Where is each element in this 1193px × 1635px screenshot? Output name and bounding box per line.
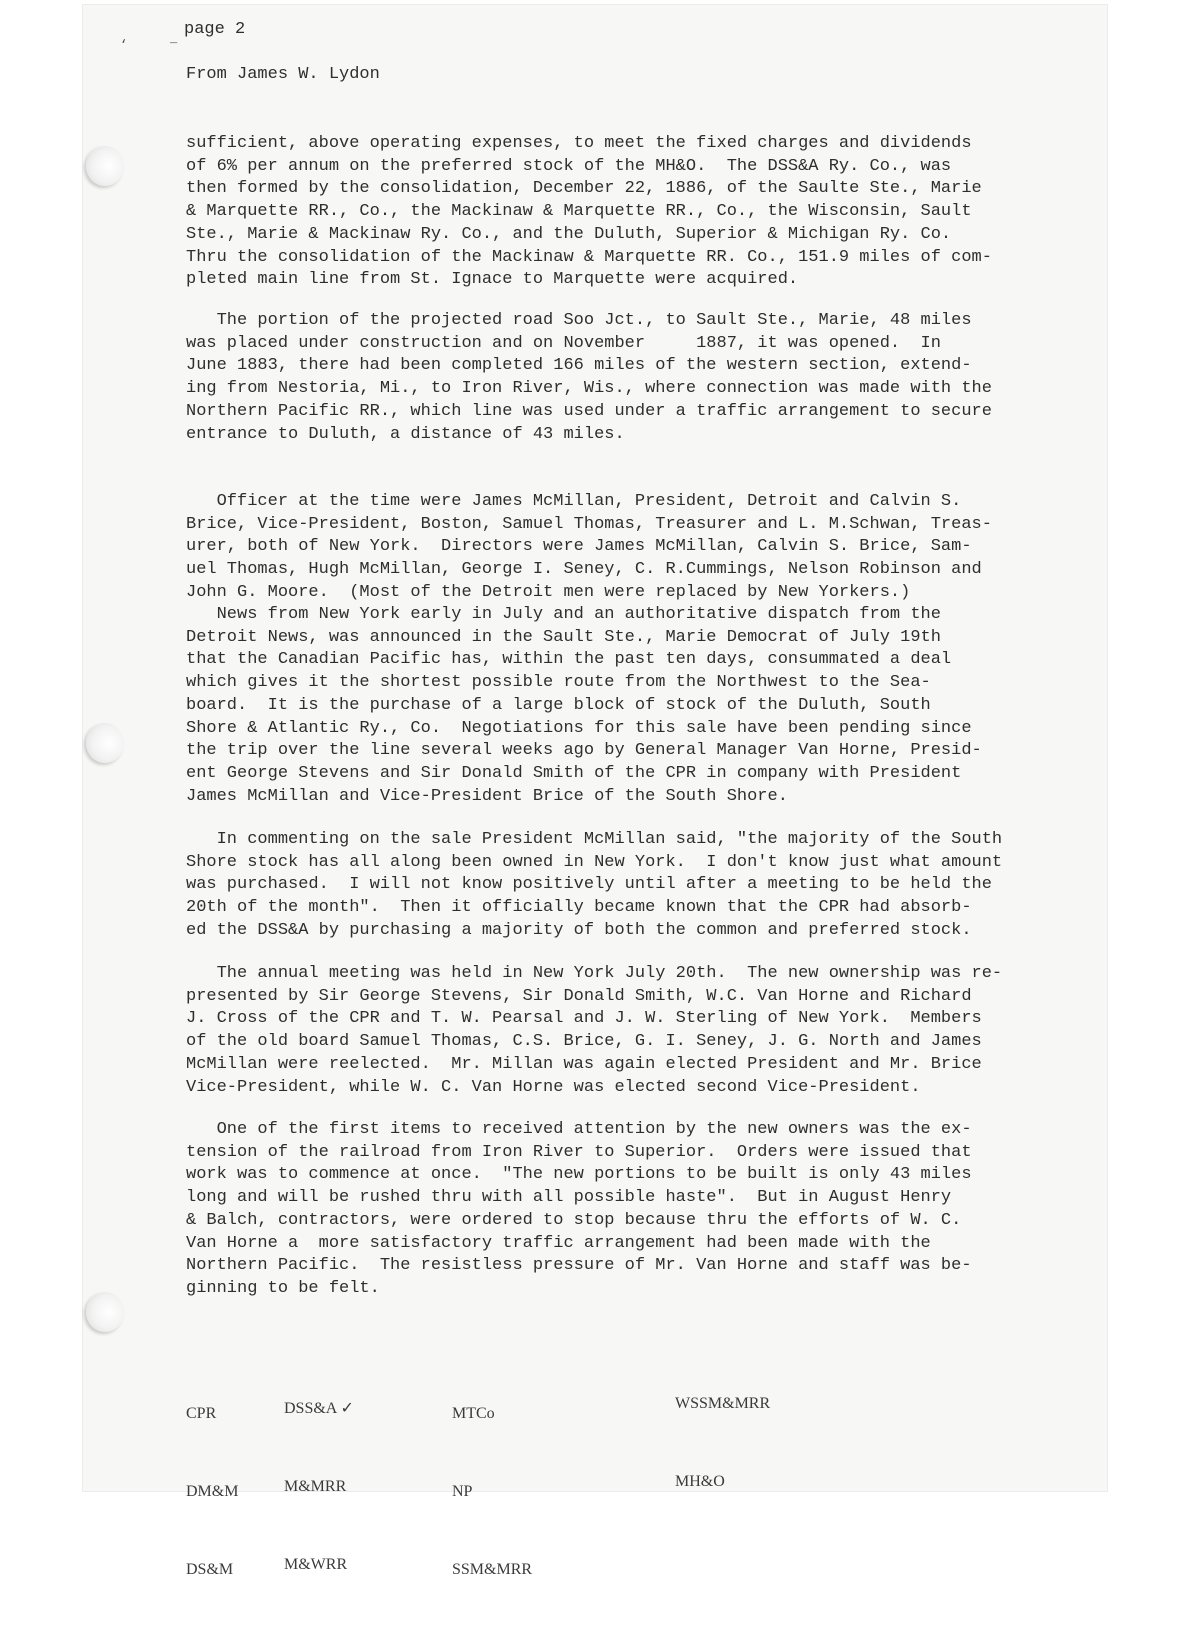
code-item: MH&O: [675, 1473, 725, 1490]
page-number: page 2: [184, 20, 246, 39]
paragraph-6: The annual meeting was held in New York July 20th. The new ownership was re- presented by Sir George Stevens, Sir Donald Smith, W.C. Van Horne and Richard J. Cross of the CPR and T. W. Pearsal and J. W. Sterling of New York. Members of the old board Samuel Thomas, C.S. Brice, G. I. Seney, J. G. North and James McMillan were reelected. Mr. Millan was again elected President and Mr. Brice Vice-President, while W. C. Van Horne was elected second Vice-President.: [186, 964, 1003, 1097]
code-item: WSSM&MRR: [675, 1395, 771, 1412]
margin-mark: ‘: [120, 38, 128, 52]
paragraph-5: In commenting on the sale President McMillan said, "the majority of the South Shore stock has all along been owned in New York. I don't know just what amount was purchased. I will not know positively until after a meeting to be held the 20th of the month". Then it officially became known that the CPR had absorb- ed the DSS&A by purchasing a majority of both the common and preferred stock.: [186, 830, 1003, 940]
code-item: M&MRR: [284, 1478, 347, 1495]
paragraph-1: sufficient, above operating expenses, to meet the fixed charges and dividends of 6% per annum on the preferred stock of the MH&O. The DSS&A Ry. Co., was then formed by the consolidation, December 22, 1886, of the Saulte Ste., Marie & Marquette RR., Co., the Mackinaw & Marquette RR., Co., the Wisconsin, Sault Ste., Marie & Mackinaw Ry. Co., and the Duluth, Superior & Michigan Ry. Co. Thru the consolidation of the Mackinaw & Marquette RR. Co., 151.9 miles of com- pleted main line from St. Ignace to Marquette were acquired.: [186, 134, 992, 290]
code-column-3: [452, 1349, 532, 1635]
code-column-2: [284, 1344, 354, 1630]
code-item: SSM&MRR: [452, 1561, 533, 1578]
code-column-4: [675, 1339, 770, 1547]
code-item: MTCo: [452, 1405, 495, 1422]
paragraph-2: The portion of the projected road Soo Jct., to Sault Ste., Marie, 48 miles was placed under construction and on November 1887, it was opened. In June 1883, there had been completed 166 miles of the western section, extend- ing from Nestoria, Mi., to Iron River, Wis., where connection was made with the Northern Pacific RR., which line was used under a traffic arrangement to secure entrance to Duluth, a distance of 43 miles.: [186, 311, 992, 444]
paragraph-7: One of the first items to received attention by the new owners was the ex- tension of the railroad from Iron River to Superior. Orders were issued that work was to commence at once. "The new portions to be built is only 43 miles long and will be rushed thru with all possible haste". But in August Henry & Balch, contractors, were ordered to stop because thru the efforts of W. C. Van Horne a more satisfactory traffic arrangement had been made with the Northern Pacific. The resistless pressure of Mr. Van Horne and staff was be- ginning to be felt.: [186, 1120, 972, 1298]
code-item: DSS&A ✓: [284, 1400, 354, 1417]
code-item: CPR: [186, 1405, 217, 1422]
code-item: DS&M: [186, 1561, 234, 1578]
code-item: NP: [452, 1483, 473, 1500]
paragraph-3: Officer at the time were James McMillan, President, Detroit and Calvin S. Brice, Vice-President, Boston, Samuel Thomas, Treasurer and L. M.Schwan, Treas- urer, both of New York. Directors were James McMillan, Calvin S. Brice, Sam- uel Thomas, Hugh McMillan, George I. Seney, C. R.Cummings, Nelson Robinson and John G. Moore. (Most of the Detroit men were replaced by New Yorkers.): [186, 492, 992, 602]
code-column-1: [186, 1349, 238, 1635]
paragraph-4: News from New York early in July and an authoritative dispatch from the Detroit News, was announced in the Sault Ste., Marie Democrat of July 19th that the Canadian Pacific has, within the past ten days, consummated a deal which gives it the shortest possible route from the Northwest to the Sea- board. It is the purchase of a large block of stock of the Duluth, South Shore & Atlantic Ry., Co. Negotiations for this sale have been pending since the trip over the line several weeks ago by General Manager Van Horne, Presid- ent George Stevens and Sir Donald Smith of the CPR in company with President James McMillan and Vice-President Brice of the South Shore.: [186, 605, 982, 806]
code-item: M&WRR: [284, 1556, 348, 1573]
from-line: From James W. Lydon: [186, 65, 380, 84]
code-item: DM&M: [186, 1483, 239, 1500]
underscore-mark: _: [170, 32, 178, 46]
